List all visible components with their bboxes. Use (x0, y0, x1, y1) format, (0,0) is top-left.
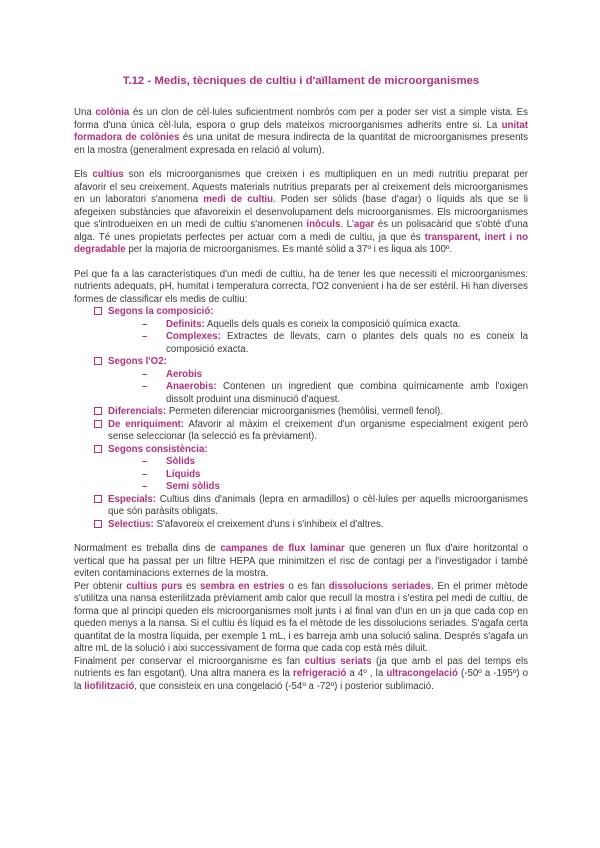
list-item (94, 306, 528, 356)
item-label: Diferencials: (108, 406, 167, 417)
sub-list (108, 456, 528, 494)
item-label: Especials: (108, 493, 156, 505)
list-item (94, 419, 528, 444)
term-agar-properties: transparent, inert i no degradable (74, 231, 528, 255)
term-refrigeracio: refrigeració (293, 668, 347, 679)
term-cultius-purs: cultius purs (126, 580, 183, 592)
paragraph-cultius (74, 169, 528, 257)
dash-icon: – (142, 481, 148, 492)
dash-icon: – (142, 331, 148, 342)
sub-item-label: Complexes: (166, 331, 221, 342)
dash-icon: – (142, 381, 148, 392)
paragraph-cultius-purs (74, 581, 528, 656)
dash-icon: – (142, 468, 148, 480)
checkbox-icon (94, 520, 102, 528)
text: que generen un flux d'aire horitzontal o vertical que ha passat per un filtre HEPA que minimitzen el risc de contagi per a l'investigador i també eviten contaminacions externes de la mostra. (74, 543, 529, 579)
list-item (94, 519, 528, 532)
term-liofilitzacio: liofilització (84, 680, 135, 692)
text: per la majoria de microorganismes. Es manté sòlid a 37º i es liqua als 100º. (125, 244, 453, 255)
page-title: T.12 - Medis, tècniques de cultiu i d'aïllament de microorganismes (122, 75, 480, 87)
text: (-50º a -195º) o la (74, 668, 528, 692)
item-label: Segons la composició: (108, 306, 214, 317)
dash-icon: – (142, 368, 148, 380)
text: . En el primer mètode s'utilitza una nansa esterilitzada prèviament amb calor que recull la mostra i s'estira pel medi de cultiu, de forma que al principi queden els microorganismes molt junts i al final van d'un en un ja que cada cop en queden menys a la nansa. Si el cultiu és líquid es fa el mètode de les dissolucions seriades. S'agafa certa quantitat de la mostra líquida, per exemple 1 mL, i es barreja amb una solució salina. Després s'agafa un altre mL de la solució i aixi successivament de forma que cada cop està més diluit. (74, 580, 528, 654)
text: Finalment per conservar el microorganisme es fan (74, 655, 305, 667)
text: és una unitat de mesura indirecta de la quantitat de microorganismes presents en la mostra (generalment expresada en relació al volum). (74, 132, 528, 156)
checkbox-icon (94, 407, 102, 415)
text: . Poden ser sòlids (base d'agar) o líquids als que se li afegeixen substàncies que afavoreixin el desenvolupament dels microorganismes. Els microorganismes que s'introdueixen en un medi de cultiu s'anomenen (74, 194, 528, 230)
text: (ja que amb el pas del temps els nutrients es fan esgotant). Una altra manera es la (74, 655, 528, 679)
paragraph-flux-laminar (74, 543, 528, 581)
checkbox-icon (94, 495, 102, 503)
term-cultius-seriats: cultius seriats (304, 655, 372, 667)
term-agar: agar (353, 219, 375, 230)
sub-item-label: Definits: (166, 318, 205, 330)
term-medi-de-cultiu: medi de cultiu (203, 194, 274, 205)
sub-list (108, 319, 528, 357)
sub-item-label: Semi sòlids (166, 481, 220, 492)
text: a 4º , la (346, 668, 387, 679)
sub-list (108, 369, 528, 407)
term-ultracongelacio: ultracongelació (386, 668, 458, 679)
checkbox-icon (94, 357, 102, 365)
list-item (94, 494, 528, 519)
term-cultius: cultius (92, 169, 124, 180)
term-inoculs: inòculs (306, 219, 341, 230)
classification-list (74, 306, 528, 531)
checkbox-icon (94, 445, 102, 453)
term-campanes: campanes de flux laminar (220, 543, 345, 554)
sub-item-text: Contenen un ingredient que combina químicamente amb l'oxigen dissolt produint una disminució d'aquest. (166, 381, 528, 405)
paragraph-colonia (74, 107, 528, 157)
item-text: S'afavoreix el creixement d'uns i s'inhibeix el d'altres. (153, 518, 384, 530)
text: Una (74, 107, 96, 118)
list-item (94, 406, 528, 419)
sub-item-label: Líquids (166, 468, 201, 480)
sub-item-text: Aquells dels quals es coneix la composició química exacta. (204, 318, 461, 330)
item-text: Afavorir al màxim el creixement d'un organisme especialment exigent però sense seleccionar (la selecció es fa prèviament). (108, 418, 528, 442)
item-label: Selectius: (108, 518, 154, 530)
term-colonia: colònia (95, 107, 130, 118)
text: . L' (340, 219, 354, 230)
dash-icon: – (142, 456, 148, 467)
list-item (94, 444, 528, 494)
text: , que consisteix en una congelació (-54º a -72º) i posterior sublimació. (134, 680, 434, 692)
paragraph-conservacio (74, 656, 528, 694)
text: Normalment es treballa dins de (74, 543, 221, 554)
sub-item-label: Aerobis (166, 368, 203, 380)
sub-list-item (142, 331, 528, 356)
sub-item-label: Sòlids (166, 456, 196, 467)
list-item (94, 356, 528, 406)
item-label: De enriquiment: (108, 418, 184, 430)
sub-item-label: Anaerobis: (166, 381, 217, 392)
text: és un clon de cèl·lules suficientment nombrós com per a poder ser vist a simple vista. Es forma d'una única cèl·lula, espora o grup dels mateixos microorganismes adherits entre si. La (74, 107, 528, 131)
item-label: Segons l'O2: (108, 356, 167, 367)
checkbox-icon (94, 307, 102, 315)
term-sembra-estries: sembra en estries (200, 580, 285, 592)
item-text: Permeten diferenciar microorganismes (hemòlisi, vermell fenol). (166, 406, 443, 417)
text: son els microorganismes que creixen i es multipliquen en un medi nutritiu preparat per afavorir el seu creixement. Aquests materials nutritius preparats per al creixement dels microorganismes en un laboratori s'anomena (74, 169, 528, 205)
sub-list-item (142, 381, 528, 406)
sub-list-item (142, 481, 528, 494)
text: és un polisacàrid que s'obté d'una alga. Té unes propietats perfectes per actuar com a medi de cultiu, ja que és (74, 219, 528, 243)
sub-item-text: Extractes de llevats, carn o plantes dels quals no es coneix la composició exacta. (166, 331, 528, 355)
sub-list-item (142, 369, 528, 382)
checkbox-icon (94, 420, 102, 428)
sub-list-item (142, 469, 528, 482)
text: Els (74, 169, 93, 180)
text: es (182, 580, 201, 592)
sub-list-item (142, 319, 528, 332)
paragraph-caracteristiques: Pel que fa a las característiques d'un medi de cultiu, ha de tener les que necessiti el microorganismes: nutrients adequats, pH, humitat i temperatura correcta, l'O2 convenient i ha de ser estéril. Hi han diverses formes de classificar els medis de cultiu: (74, 268, 528, 305)
item-label: Segons consistència: (108, 443, 208, 455)
text: Per obtenir (74, 580, 127, 592)
dash-icon: – (142, 318, 148, 330)
term-dissolucions: dissolucions seriades (328, 580, 432, 592)
term-ufc: unitat formadora de colònies (74, 119, 528, 143)
text: o es fan (284, 580, 329, 592)
item-text: Cultius dins d'animals (lepra en armadillos) o cèl·lules per aquells microorganismes que són paràsits obligats. (108, 493, 528, 517)
sub-list-item (142, 456, 528, 469)
